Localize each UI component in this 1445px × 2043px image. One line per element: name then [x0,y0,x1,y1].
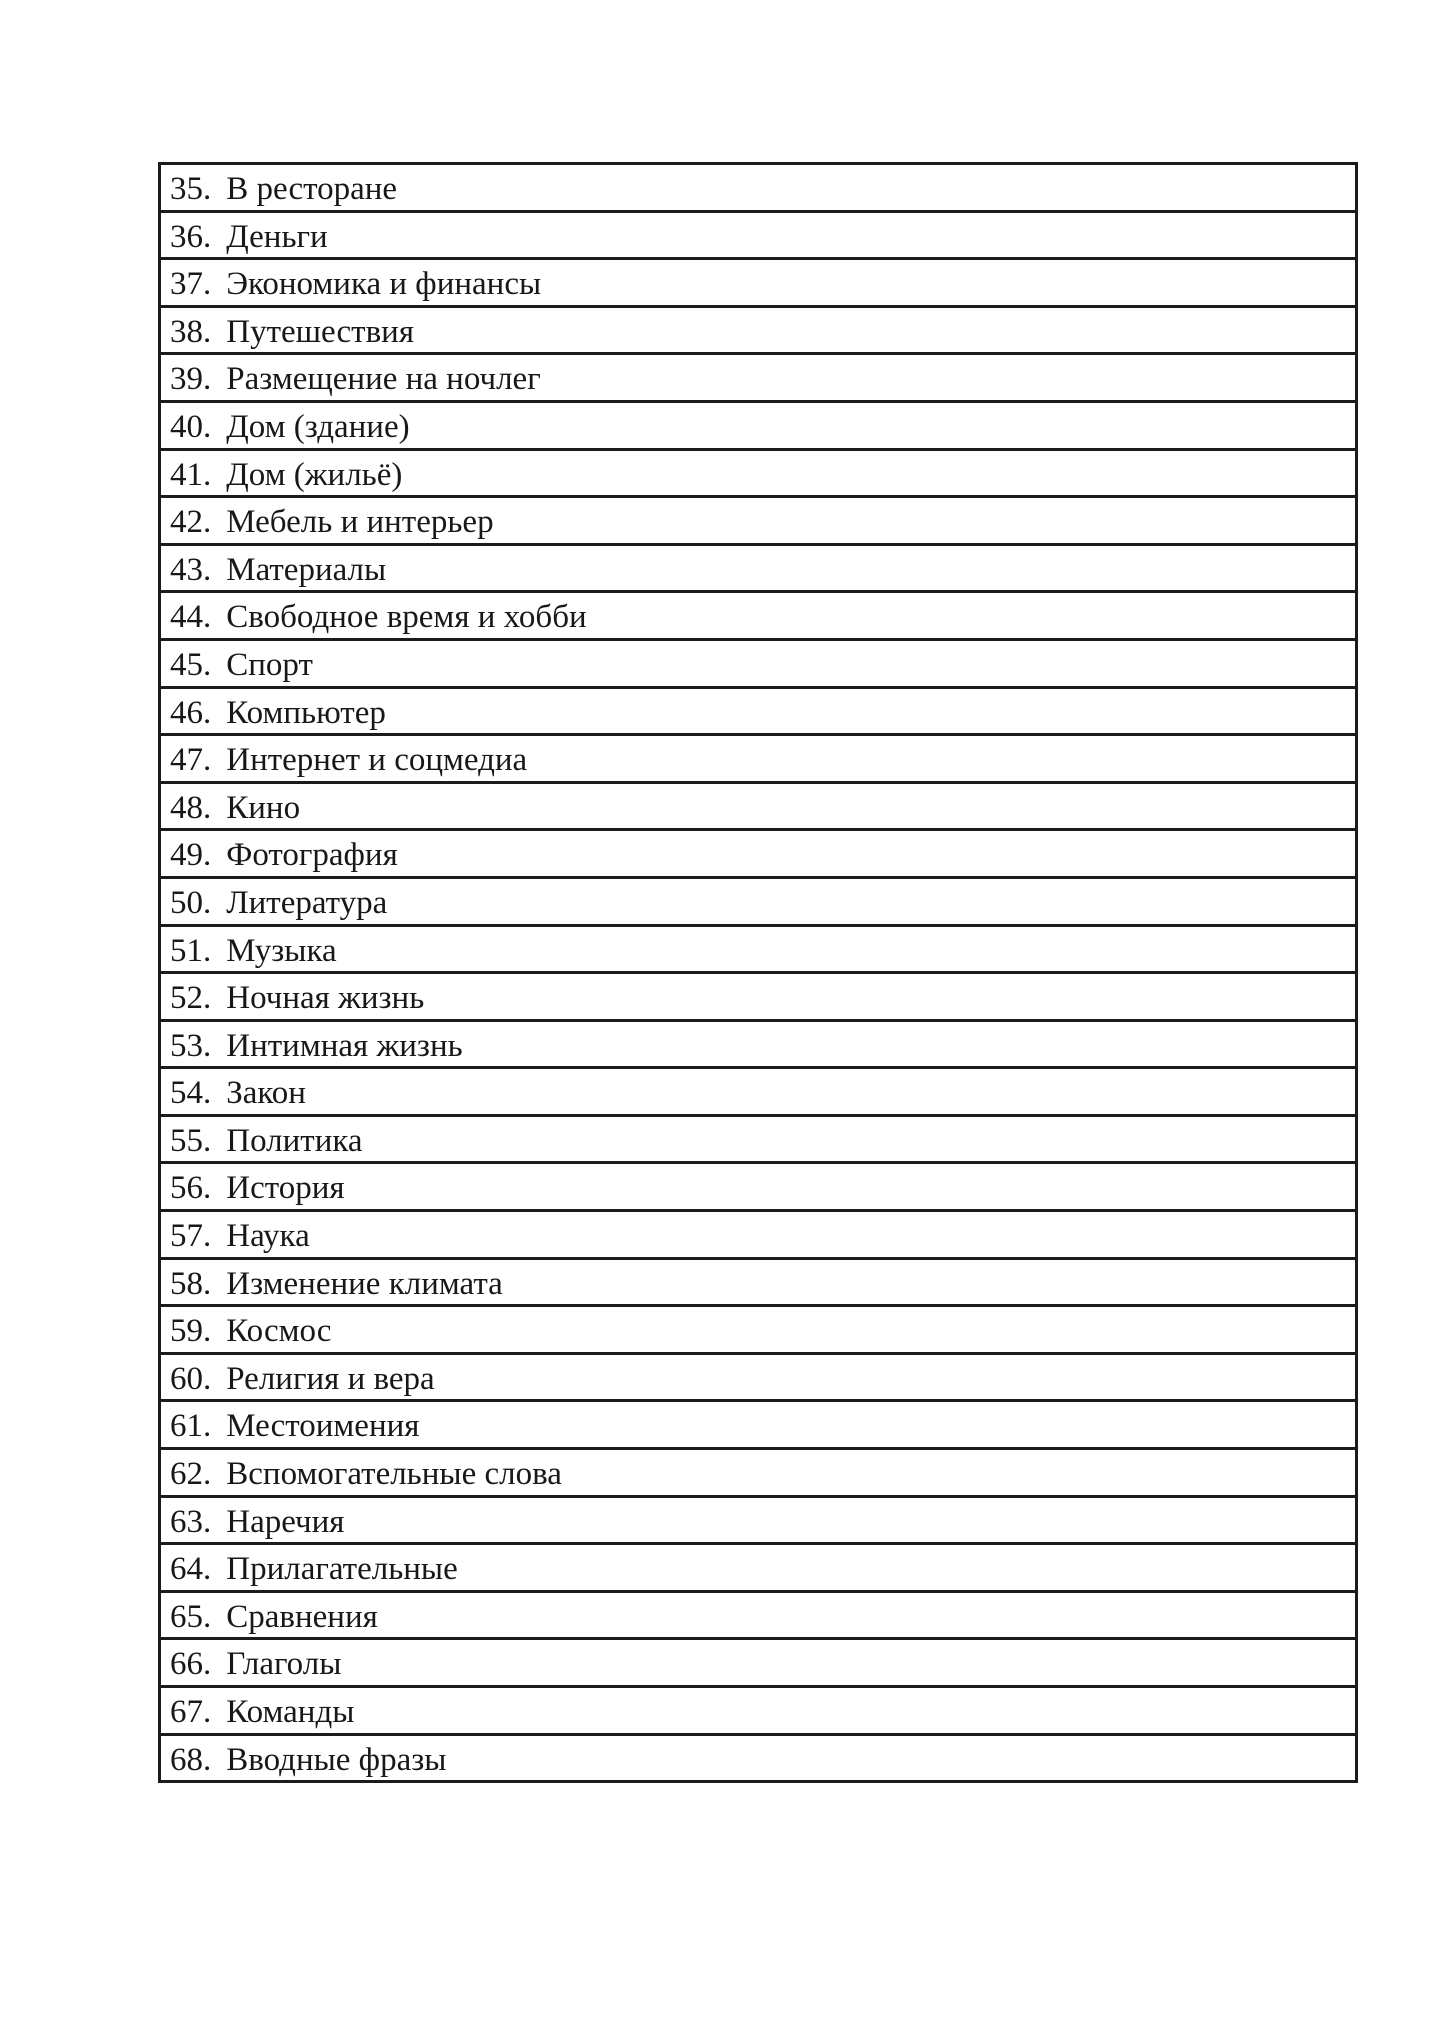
toc-entry-text [170,1642,341,1686]
toc-entry-number: 35. [170,171,212,207]
toc-entry-number: 39. [170,361,212,398]
toc-entry-title: Религия и вера [226,1360,435,1397]
toc-entry-number: 65. [170,1598,212,1635]
toc-entry-text [170,786,300,830]
toc-row [160,735,1357,783]
toc-entry [160,735,1357,783]
toc-entry-number: 36. [170,218,212,255]
toc-entry [160,1496,1357,1544]
toc-entry [160,544,1357,592]
toc-row [160,1401,1357,1449]
toc-entry [160,1163,1357,1211]
toc-entry-number: 61. [170,1408,212,1445]
toc-entry-number: 64. [170,1551,212,1588]
toc-entry-title: Свободное время и хобби [226,599,587,636]
toc-entry [160,973,1357,1021]
toc-entry-text [170,1500,345,1544]
toc-entry-number: 63. [170,1503,212,1540]
toc-row [160,1306,1357,1354]
toc-entry-text [170,215,328,259]
toc-entry-number: 62. [170,1456,212,1493]
toc-entry-text [170,357,541,401]
toc-entry [160,354,1357,402]
toc-entry [160,1115,1357,1163]
toc-entry-number: 50. [170,884,212,921]
toc-row [160,592,1357,640]
toc-row [160,1591,1357,1639]
toc-entry [160,306,1357,354]
toc-entry-number: 48. [170,789,212,826]
toc-entry-title: Глаголы [226,1646,342,1683]
toc-entry-title: Космос [226,1313,332,1350]
toc-entry [160,1353,1357,1401]
toc-entry-text [170,1024,463,1068]
toc-entry [160,830,1357,878]
toc-entry-text [170,262,541,306]
toc-entry-number: 60. [170,1360,212,1397]
toc-row [160,497,1357,545]
toc-entry-number: 55. [170,1122,212,1159]
toc-entry-text [170,929,337,973]
toc-entry [160,1211,1357,1259]
toc-entry-number: 41. [170,456,212,493]
toc-entry-number: 66. [170,1646,212,1683]
toc-entry-text [170,1166,345,1210]
toc-entry-text [170,691,386,735]
toc-entry [160,1068,1357,1116]
toc-entry-title: Дом (жильё) [226,456,403,493]
toc-entry [160,1258,1357,1306]
toc-entry-text [170,1309,331,1353]
toc-entry-text [170,738,527,782]
toc-row [160,925,1357,973]
toc-entry-number: 42. [170,504,212,541]
toc-entry-title: Интимная жизнь [226,1027,463,1064]
toc-entry [160,687,1357,735]
toc-entry-title: Изменение климата [226,1265,503,1302]
toc-entry-number: 47. [170,742,212,779]
toc-entry-number: 45. [170,646,212,683]
toc-entry-number: 44. [170,599,212,636]
toc-row [160,211,1357,259]
toc-entry [160,211,1357,259]
toc-row [160,544,1357,592]
toc-entry [160,164,1357,212]
toc-entry-title: Наречия [226,1503,345,1540]
toc-entry-text [170,1357,435,1401]
toc-entry-text [170,1595,378,1639]
toc-entry-text [170,1452,562,1496]
toc-entry-text [170,1262,503,1306]
toc-table [158,162,1358,1783]
toc-row [160,164,1357,212]
toc-entry-title: Наука [226,1218,310,1255]
toc-entry-text [170,643,313,687]
toc-entry-title: Мебель и интерьер [226,504,494,541]
toc-entry-title: Музыка [226,932,337,969]
toc-row [160,1496,1357,1544]
toc-entry-title: Деньги [226,218,328,255]
toc-row [160,973,1357,1021]
toc-row [160,1163,1357,1211]
toc-row [160,449,1357,497]
toc-entry-text [170,1071,306,1115]
toc-entry-number: 57. [170,1218,212,1255]
toc-row [160,1020,1357,1068]
toc-entry-text [170,310,414,354]
toc-row [160,1639,1357,1687]
toc-entry [160,782,1357,830]
toc-entry-text [170,1547,458,1591]
toc-row [160,1687,1357,1735]
toc-entry-title: Фотография [226,837,398,874]
toc-entry-title: Местоимения [226,1408,420,1445]
toc-entry-text [170,881,387,925]
toc-entry-title: Сравнения [226,1598,378,1635]
toc-entry-number: 54. [170,1075,212,1112]
toc-entry-text [170,1214,310,1258]
toc-row [160,1115,1357,1163]
toc-entry [160,1020,1357,1068]
toc-entry [160,639,1357,687]
toc-entry-title: Интернет и соцмедиа [226,742,528,779]
toc-row [160,1211,1357,1259]
toc-row [160,1734,1357,1782]
toc-row [160,1449,1357,1497]
toc-row [160,639,1357,687]
toc-entry-text [170,548,386,592]
toc-entry [160,1639,1357,1687]
toc-entry [160,259,1357,307]
toc-entry-number: 37. [170,266,212,303]
toc-row [160,259,1357,307]
toc-entry [160,1449,1357,1497]
toc-entry-number: 67. [170,1694,212,1730]
toc-entry-text [170,453,402,497]
toc-entry-title: В ресторане [226,171,398,207]
toc-entry-text [170,167,397,211]
toc-entry-text [170,1404,419,1448]
toc-entry-number: 52. [170,980,212,1017]
toc-entry-title: Компьютер [226,694,386,731]
toc-entry-number: 43. [170,551,212,588]
toc-entry [160,1687,1357,1735]
toc-entry [160,592,1357,640]
toc-entry-text [170,976,424,1020]
toc-entry-title: Команды [226,1694,355,1730]
toc-entry-title: Литература [226,884,388,921]
toc-entry [160,497,1357,545]
toc-entry [160,1544,1357,1592]
toc-row [160,354,1357,402]
toc-body [160,164,1357,1782]
toc-entry-text [170,595,587,639]
toc-entry [160,877,1357,925]
toc-entry-title: Спорт [226,646,313,683]
toc-entry-text [170,1690,354,1734]
toc-entry-number: 59. [170,1313,212,1350]
toc-entry [160,1734,1357,1782]
toc-entry [160,449,1357,497]
toc-entry-number: 58. [170,1265,212,1302]
toc-entry-text [170,500,494,544]
toc-entry-title: История [226,1170,345,1207]
toc-entry-text [170,405,410,449]
toc-row [160,687,1357,735]
toc-entry-number: 56. [170,1170,212,1207]
toc-row [160,1544,1357,1592]
toc-entry-title: Дом (здание) [226,408,410,445]
toc-entry-number: 51. [170,932,212,969]
toc-row [160,1353,1357,1401]
toc-entry-title: Материалы [226,551,387,588]
toc-entry [160,1306,1357,1354]
toc-entry-number: 68. [170,1741,212,1778]
toc-entry-number: 53. [170,1027,212,1064]
toc-entry [160,401,1357,449]
toc-entry-text [170,833,398,877]
toc-entry-number: 46. [170,694,212,731]
toc-entry-title: Вводные фразы [226,1741,447,1778]
toc-entry-title: Экономика и финансы [226,266,542,303]
toc-row [160,1068,1357,1116]
toc-entry-title: Ночная жизнь [226,980,425,1017]
toc-row [160,782,1357,830]
toc-entry-text [170,1738,446,1782]
toc-row [160,306,1357,354]
toc-entry-title: Закон [226,1075,306,1112]
toc-row [160,1258,1357,1306]
toc-entry-title: Размещение на ночлег [226,361,541,398]
toc-entry-title: Кино [226,789,301,826]
toc-row [160,830,1357,878]
toc-entry [160,1591,1357,1639]
toc-entry-number: 49. [170,837,212,874]
toc-entry-title: Политика [226,1122,363,1159]
toc-entry-number: 40. [170,408,212,445]
toc-row [160,401,1357,449]
toc-entry-title: Прилагательные [226,1551,458,1588]
toc-entry-title: Вспомогательные слова [226,1456,562,1493]
toc-entry-number: 38. [170,313,212,350]
toc-entry [160,1401,1357,1449]
toc-entry [160,925,1357,973]
toc-entry-title: Путешествия [226,313,415,350]
toc-entry-text [170,1119,363,1163]
toc-row [160,877,1357,925]
